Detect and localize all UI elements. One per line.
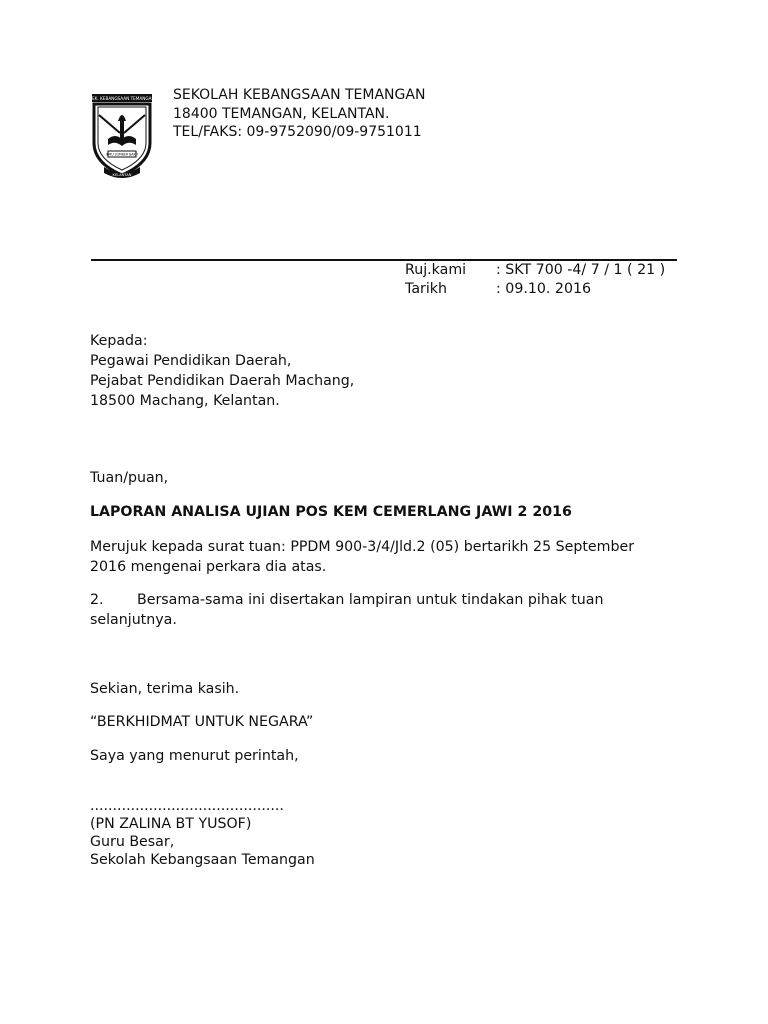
- paragraph-2-number: 2.: [90, 592, 104, 608]
- to-label: Kepada:: [90, 333, 148, 349]
- signatory-school: Sekolah Kebangsaan Temangan: [90, 852, 315, 868]
- date-value: : 09.10. 2016: [496, 281, 592, 297]
- letterhead: [173, 86, 425, 142]
- salutation: Tuan/puan,: [90, 470, 169, 486]
- school-phone: TEL/FAKS: 09-9752090/09-9751011: [173, 124, 422, 140]
- signature-line: ...........................................: [90, 798, 284, 814]
- signatory-name: (PN ZALINA BT YUSOF): [90, 816, 252, 832]
- paragraph-1-line-2: 2016 mengenai perkara dia atas.: [90, 559, 327, 575]
- signature-block: [90, 797, 315, 869]
- paragraph-1-line-1: Merujuk kepada surat tuan: PPDM 900-3/4/Jld.2 (05) bertarikh 25 September: [90, 539, 635, 555]
- crest-banner-bottom: KELANTAN: [112, 173, 132, 177]
- closing-thanks: Sekian, terima kasih.: [90, 681, 240, 697]
- recipient-line-1: Pegawai Pendidikan Daerah,: [90, 353, 292, 369]
- school-address: 18400 TEMANGAN, KELANTAN.: [173, 105, 390, 122]
- paragraph-1: [90, 537, 634, 577]
- signatory-title: Guru Besar,: [90, 834, 175, 850]
- ruj-label: Ruj.kami: [405, 262, 467, 278]
- date-label: Tarikh: [405, 281, 447, 297]
- paragraph-2-line-2: selanjutnya.: [90, 612, 177, 628]
- recipient-line-3: 18500 Machang, Kelantan.: [90, 393, 280, 409]
- subject-title: LAPORAN ANALISA UJIAN POS KEM CEMERLANG JAWI 2 2016: [90, 504, 572, 520]
- closing-motto: “BERKHIDMAT UNTUK NEGARA”: [90, 714, 314, 730]
- recipient-line-2: Pejabat Pendidikan Daerah Machang,: [90, 373, 355, 389]
- school-crest-icon: [90, 93, 154, 181]
- crest-banner-top: SEK. KEBANGSAAN TEMANGAN: [90, 96, 154, 101]
- paragraph-2-line-1: Bersama-sama ini disertakan lampiran untuk tindakan pihak tuan: [137, 592, 604, 608]
- recipient-block: [90, 331, 354, 411]
- closing-order: Saya yang menurut perintah,: [90, 748, 299, 764]
- school-name: SEKOLAH KEBANGSAAN TEMANGAN: [173, 87, 426, 103]
- ruj-value: : SKT 700 -4/ 7 / 1 ( 21 ): [496, 262, 666, 278]
- crest-motto: ILMU SUMBER BAKTI: [105, 152, 139, 157]
